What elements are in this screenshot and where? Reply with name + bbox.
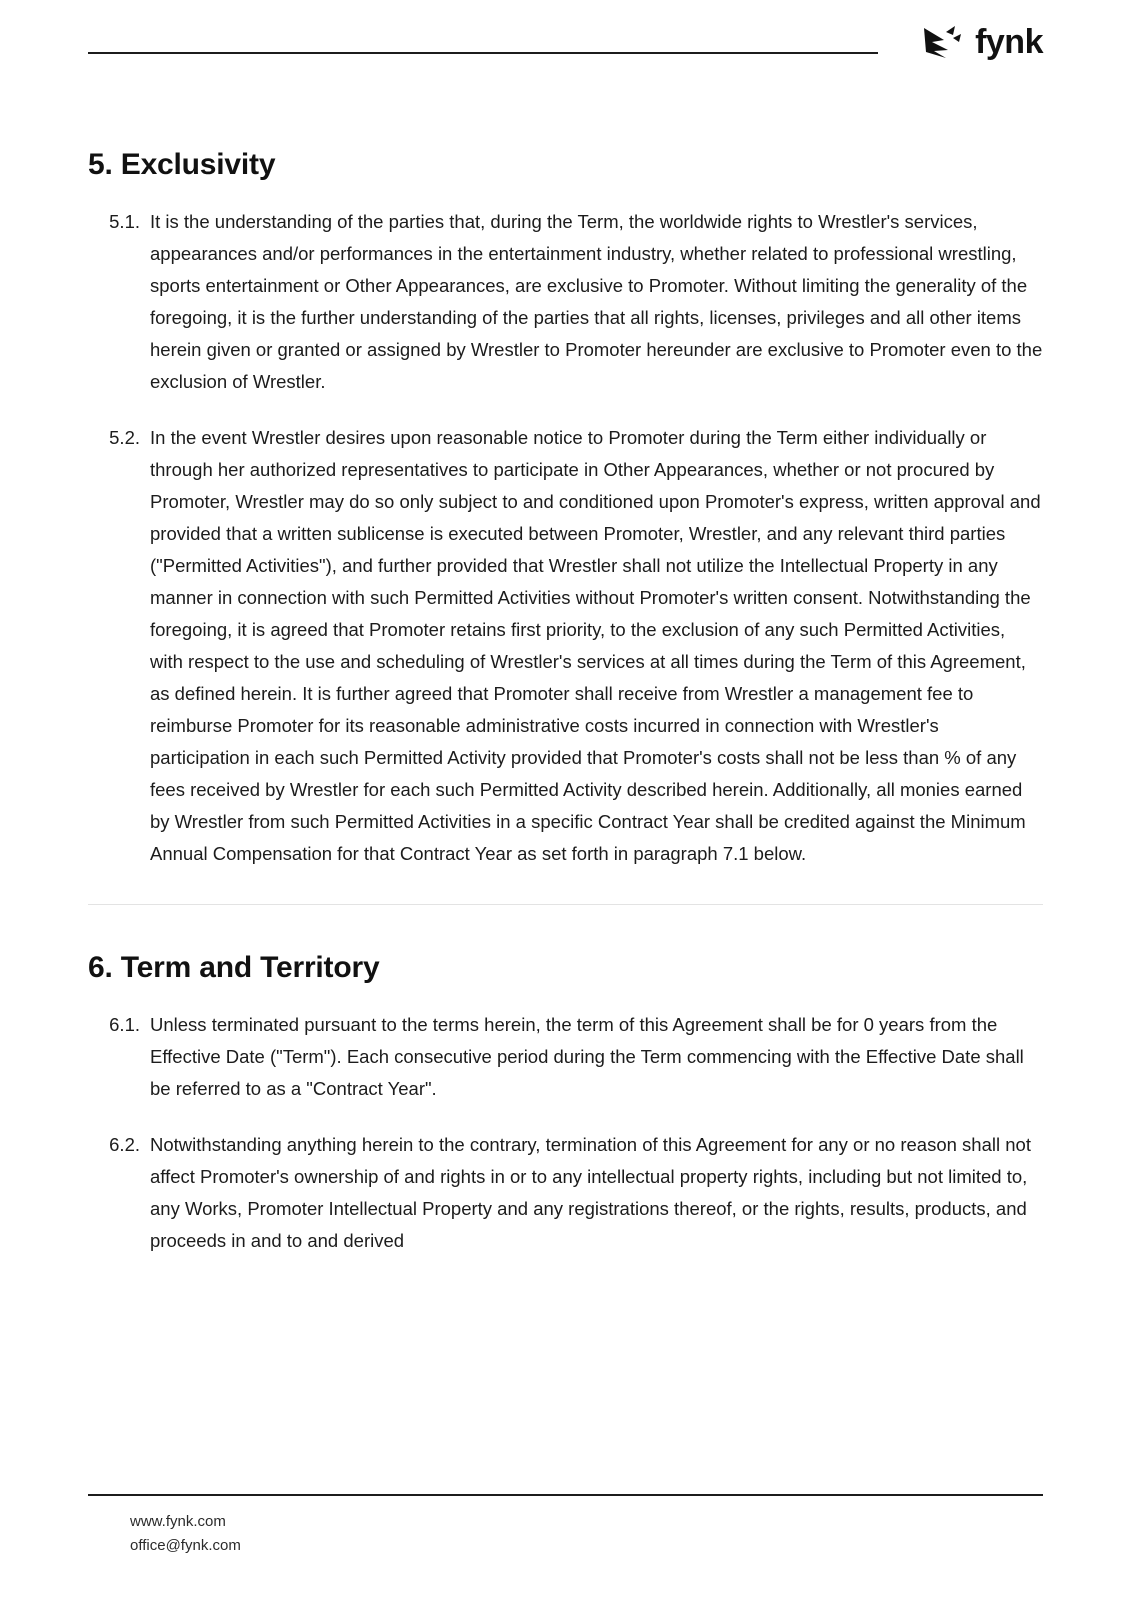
clause-6-1 <box>88 1009 1043 1105</box>
clause-5-1 <box>88 206 1043 398</box>
clause-number: 6.1. <box>109 1014 140 1035</box>
clause-text: It is the understanding of the parties that, during the Term, the worldwide rights to Wrestler's services, appearances and/or performances in the entertainment industry, whether related to professional wrestling, sports entertainment or Other Appearances, are exclusive to Promoter. Without limiting the generality of the foregoing, it is the further understanding of the parties that all rights, licenses, privileges and all other items herein given or granted or assigned by Wrestler to Promoter hereunder are exclusive to Promoter even to the exclusion of Wrestler. <box>150 211 1043 392</box>
page-header <box>88 0 1043 120</box>
clause-text: In the event Wrestler desires upon reasonable notice to Promoter during the Term either individually or through her authorized representatives to participate in Other Appearances, whether or not procured by Promoter, Wrestler may do so only subject to and conditioned upon Promoter's express, written approval and provided that a written sublicense is executed between Promoter, Wrestler, and any relevant third parties ("Permitted Activities"), and further provided that Wrestler shall not utilize the Intellectual Property in any manner in connection with such Permitted Activities without Promoter's written consent. Notwithstanding the foregoing, it is agreed that Promoter retains first priority, to the exclusion of any such Permitted Activities, with respect to the use and scheduling of Wrestler's services at all times during the Term of this Agreement, as defined herein. It is further agreed that Promoter shall receive from Wrestler a management fee to reimburse Promoter for its reasonable administrative costs incurred in connection with Wrestler's participation in each such Permitted Activity provided that Promoter's costs shall not be less than % of any fees received by Wrestler for each such Permitted Activity described herein. Additionally, all monies earned by Wrestler from such Permitted Activities in a specific Contract Year shall be credited against the Minimum Annual Compensation for that Contract Year as set forth in paragraph 7.1 below. <box>150 427 1041 864</box>
clause-number: 5.1. <box>109 211 140 232</box>
brand-name: fynk <box>975 23 1043 61</box>
clause-6-2 <box>88 1129 1043 1257</box>
footer-email[interactable]: office@fynk.com <box>130 1537 241 1554</box>
footer-website[interactable]: www.fynk.com <box>130 1513 226 1530</box>
clause-number: 6.2. <box>109 1134 140 1155</box>
clause-5-2 <box>88 422 1043 870</box>
clause-number: 5.2. <box>109 427 140 448</box>
clause-text: Unless terminated pursuant to the terms herein, the term of this Agreement shall be for 0 years from the Effective Date ("Term"). Each consecutive period during the Term commencing with the Effective Date shall be referred to as a "Contract Year". <box>150 1014 1024 1099</box>
footer-contact <box>88 1510 1043 1558</box>
page-footer <box>88 1494 1043 1558</box>
header-rule <box>88 52 878 54</box>
clause-text: Notwithstanding anything herein to the contrary, termination of this Agreement for any or no reason shall not affect Promoter's ownership of and rights in or to any intellectual property rights, including but not limited to, any Works, Promoter Intellectual Property and any registrations thereof, or the rights, results, products, and proceeds in and to and derived <box>150 1134 1031 1251</box>
brand-logo <box>922 22 1043 62</box>
footer-rule <box>88 1494 1043 1496</box>
section-title-exclusivity: 5. Exclusivity <box>88 148 276 181</box>
fynk-bird-logo-icon <box>922 22 966 62</box>
section-title-term-and-territory: 6. Term and Territory <box>88 951 380 984</box>
section-divider <box>88 904 1043 905</box>
